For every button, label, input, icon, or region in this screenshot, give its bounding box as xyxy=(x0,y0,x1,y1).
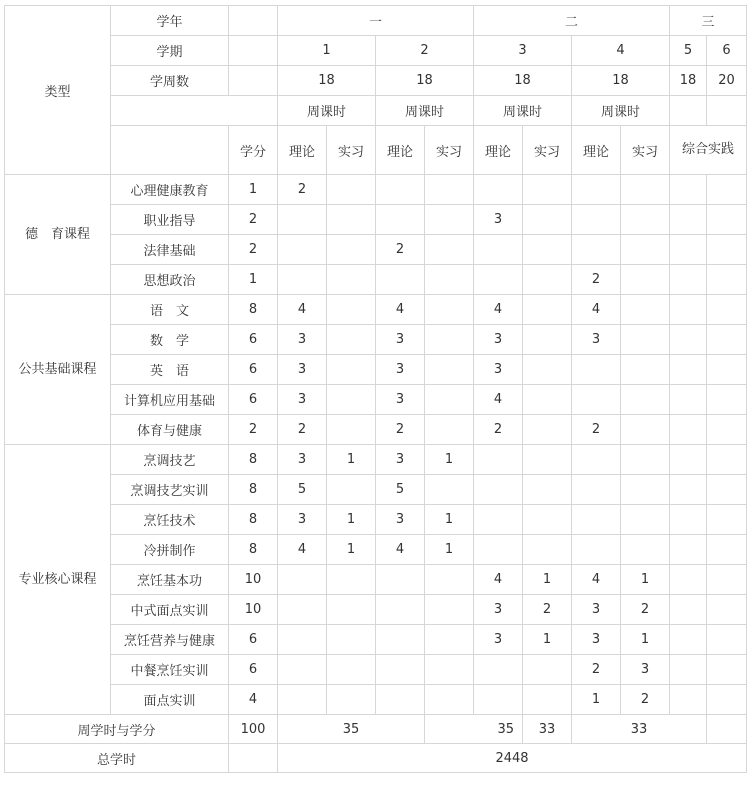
practice-hours xyxy=(425,415,474,445)
course-name: 烹饪基本功 xyxy=(111,565,229,595)
course-name: 数 学 xyxy=(111,325,229,355)
theory-hours xyxy=(572,535,621,565)
course-row xyxy=(5,535,747,565)
practice-header: 实习 xyxy=(425,126,474,175)
theory-hours: 4 xyxy=(474,385,523,415)
category-public: 公共基础课程 xyxy=(5,295,111,445)
practice-hours xyxy=(327,385,376,415)
practice-hours xyxy=(425,355,474,385)
weeks-1: 18 xyxy=(278,66,376,96)
practice-hours xyxy=(621,235,670,265)
theory-hours xyxy=(474,235,523,265)
practice-hours xyxy=(523,295,572,325)
theory-hours: 4 xyxy=(474,295,523,325)
practice-hours xyxy=(425,175,474,205)
theory-hours xyxy=(572,355,621,385)
course-row xyxy=(5,565,747,595)
theory-hours: 5 xyxy=(376,475,425,505)
course-credit: 10 xyxy=(229,565,278,595)
theory-hours xyxy=(474,445,523,475)
course-credit: 2 xyxy=(229,205,278,235)
theory-hours: 3 xyxy=(278,355,327,385)
practice-hours xyxy=(621,415,670,445)
practice-hours xyxy=(621,385,670,415)
course-name: 面点实训 xyxy=(111,685,229,715)
theory-hours xyxy=(572,205,621,235)
course-credit: 8 xyxy=(229,505,278,535)
theory-hours xyxy=(278,595,327,625)
practice-hours xyxy=(327,595,376,625)
theory-hours xyxy=(474,505,523,535)
theory-hours: 3 xyxy=(572,625,621,655)
theory-hours xyxy=(376,625,425,655)
weeks-4: 18 xyxy=(572,66,670,96)
weekly-hours-4: 周课时 xyxy=(572,96,670,126)
total-hours-label: 总学时 xyxy=(5,744,229,773)
theory-header: 理论 xyxy=(474,126,523,175)
practice-hours xyxy=(523,475,572,505)
practice-hours xyxy=(621,445,670,475)
course-name: 烹调技艺 xyxy=(111,445,229,475)
year-3: 三 xyxy=(670,6,747,36)
practice-header: 实习 xyxy=(523,126,572,175)
practice-hours xyxy=(523,415,572,445)
practice-hours xyxy=(327,565,376,595)
theory-hours: 3 xyxy=(474,205,523,235)
theory-hours xyxy=(474,265,523,295)
course-name: 法律基础 xyxy=(111,235,229,265)
theory-hours: 2 xyxy=(474,415,523,445)
practice-hours: 1 xyxy=(621,565,670,595)
theory-hours: 2 xyxy=(376,235,425,265)
course-name: 思想政治 xyxy=(111,265,229,295)
total-hours-value: 2448 xyxy=(278,744,747,773)
practice-hours: 1 xyxy=(425,445,474,475)
theory-hours: 4 xyxy=(376,535,425,565)
course-name: 烹调技艺实训 xyxy=(111,475,229,505)
weeks-5: 18 xyxy=(670,66,707,96)
theory-hours: 4 xyxy=(278,295,327,325)
theory-hours xyxy=(376,595,425,625)
practice-hours xyxy=(327,655,376,685)
summary-label: 周学时与学分 xyxy=(5,715,229,744)
course-credit: 1 xyxy=(229,265,278,295)
weeks-3: 18 xyxy=(474,66,572,96)
theory-hours: 3 xyxy=(278,385,327,415)
theory-hours xyxy=(376,175,425,205)
practice-hours xyxy=(621,265,670,295)
theory-hours xyxy=(376,565,425,595)
theory-hours xyxy=(474,175,523,205)
weeks-6: 20 xyxy=(707,66,747,96)
practice-hours xyxy=(621,355,670,385)
course-row xyxy=(5,505,747,535)
theory-hours: 3 xyxy=(278,325,327,355)
theory-hours: 3 xyxy=(572,595,621,625)
course-row xyxy=(5,355,747,385)
course-row xyxy=(5,595,747,625)
term-total-1: 35 xyxy=(278,715,425,744)
category-header: 类型 xyxy=(5,6,111,175)
term-6: 6 xyxy=(707,36,747,66)
theory-header: 理论 xyxy=(572,126,621,175)
weekly-hours-3: 周课时 xyxy=(474,96,572,126)
theory-hours xyxy=(474,685,523,715)
course-credit: 8 xyxy=(229,295,278,325)
theory-hours xyxy=(474,475,523,505)
theory-hours: 4 xyxy=(376,295,425,325)
course-row xyxy=(5,445,747,475)
course-row xyxy=(5,205,747,235)
course-row xyxy=(5,655,747,685)
theory-hours xyxy=(474,655,523,685)
course-name: 中餐烹饪实训 xyxy=(111,655,229,685)
weeks-label: 学周数 xyxy=(111,66,229,96)
practice-hours xyxy=(523,175,572,205)
course-name: 冷拼制作 xyxy=(111,535,229,565)
practice-hours xyxy=(425,595,474,625)
theory-hours xyxy=(572,235,621,265)
course-credit: 2 xyxy=(229,415,278,445)
course-credit: 6 xyxy=(229,625,278,655)
theory-hours: 2 xyxy=(572,415,621,445)
theory-hours: 2 xyxy=(572,265,621,295)
practice-hours xyxy=(425,295,474,325)
course-name: 语 文 xyxy=(111,295,229,325)
practice-hours xyxy=(425,565,474,595)
curriculum-table xyxy=(4,5,747,773)
practice-hours: 1 xyxy=(425,535,474,565)
course-credit: 8 xyxy=(229,445,278,475)
practice-hours xyxy=(425,265,474,295)
practice-hours xyxy=(523,535,572,565)
course-row xyxy=(5,175,747,205)
practice-hours xyxy=(523,505,572,535)
theory-hours: 4 xyxy=(278,535,327,565)
practice-hours: 1 xyxy=(621,625,670,655)
practice-hours xyxy=(621,175,670,205)
course-credit: 8 xyxy=(229,535,278,565)
theory-hours xyxy=(278,565,327,595)
practice-hours xyxy=(327,265,376,295)
practice-hours xyxy=(425,385,474,415)
theory-hours: 2 xyxy=(572,655,621,685)
practice-hours: 1 xyxy=(523,625,572,655)
practice-hours xyxy=(425,325,474,355)
practice-hours xyxy=(523,655,572,685)
theory-hours: 3 xyxy=(474,595,523,625)
course-name: 心理健康教育 xyxy=(111,175,229,205)
practice-hours xyxy=(327,295,376,325)
term-1: 1 xyxy=(278,36,376,66)
theory-hours: 4 xyxy=(474,565,523,595)
year-1: 一 xyxy=(278,6,474,36)
course-name: 烹饪技术 xyxy=(111,505,229,535)
practice-hours: 2 xyxy=(621,595,670,625)
course-row xyxy=(5,235,747,265)
theory-hours: 3 xyxy=(278,445,327,475)
practice-hours xyxy=(327,625,376,655)
theory-hours: 5 xyxy=(278,475,327,505)
course-name: 体育与健康 xyxy=(111,415,229,445)
practice-header: 实习 xyxy=(621,126,670,175)
course-row xyxy=(5,685,747,715)
practice-hours xyxy=(621,205,670,235)
course-row xyxy=(5,265,747,295)
practice-hours: 1 xyxy=(523,565,572,595)
course-name: 中式面点实训 xyxy=(111,595,229,625)
term-3: 3 xyxy=(474,36,572,66)
practice-hours: 2 xyxy=(523,595,572,625)
theory-hours xyxy=(278,625,327,655)
theory-header: 理论 xyxy=(376,126,425,175)
practice-hours xyxy=(425,625,474,655)
term-5: 5 xyxy=(670,36,707,66)
course-row xyxy=(5,475,747,505)
theory-header: 理论 xyxy=(278,126,327,175)
theory-hours: 4 xyxy=(572,295,621,325)
theory-hours xyxy=(572,505,621,535)
theory-hours: 3 xyxy=(376,325,425,355)
practice-hours: 1 xyxy=(327,445,376,475)
course-row xyxy=(5,415,747,445)
theory-hours xyxy=(278,655,327,685)
year-label: 学年 xyxy=(111,6,229,36)
practice-hours xyxy=(621,475,670,505)
term-total-4: 33 xyxy=(572,715,707,744)
theory-hours: 2 xyxy=(278,175,327,205)
theory-hours: 3 xyxy=(376,505,425,535)
theory-hours: 3 xyxy=(376,445,425,475)
practice-hours xyxy=(327,415,376,445)
course-credit: 10 xyxy=(229,595,278,625)
theory-hours: 3 xyxy=(572,325,621,355)
theory-hours xyxy=(278,235,327,265)
theory-hours xyxy=(278,205,327,235)
theory-hours xyxy=(278,265,327,295)
practice-hours xyxy=(425,475,474,505)
practice-hours xyxy=(425,685,474,715)
practice-hours xyxy=(425,655,474,685)
practice-hours xyxy=(523,205,572,235)
practice-hours: 1 xyxy=(425,505,474,535)
practice-hours xyxy=(523,235,572,265)
course-credit: 4 xyxy=(229,685,278,715)
theory-hours xyxy=(376,265,425,295)
course-row xyxy=(5,625,747,655)
course-name: 烹饪营养与健康 xyxy=(111,625,229,655)
theory-hours: 3 xyxy=(474,625,523,655)
course-name: 英 语 xyxy=(111,355,229,385)
practice-hours xyxy=(621,325,670,355)
practice-hours xyxy=(327,355,376,385)
practice-hours xyxy=(523,355,572,385)
theory-hours: 1 xyxy=(572,685,621,715)
practice-hours xyxy=(523,385,572,415)
course-credit: 6 xyxy=(229,325,278,355)
theory-hours: 2 xyxy=(278,415,327,445)
term-4: 4 xyxy=(572,36,670,66)
course-row xyxy=(5,295,747,325)
practice-hours xyxy=(523,445,572,475)
practice-hours xyxy=(621,295,670,325)
theory-hours: 3 xyxy=(474,325,523,355)
theory-hours xyxy=(376,655,425,685)
weeks-2: 18 xyxy=(376,66,474,96)
term-2: 2 xyxy=(376,36,474,66)
course-row xyxy=(5,385,747,415)
theory-hours: 4 xyxy=(572,565,621,595)
theory-hours xyxy=(376,205,425,235)
course-credit: 1 xyxy=(229,175,278,205)
theory-hours xyxy=(572,385,621,415)
theory-hours xyxy=(376,685,425,715)
course-credit: 8 xyxy=(229,475,278,505)
practice-hours xyxy=(327,175,376,205)
theory-hours: 3 xyxy=(278,505,327,535)
course-credit: 6 xyxy=(229,355,278,385)
practice-hours xyxy=(523,325,572,355)
practice-hours: 3 xyxy=(621,655,670,685)
category-core: 专业核心课程 xyxy=(5,445,111,715)
practice-hours xyxy=(327,685,376,715)
year-2: 二 xyxy=(474,6,670,36)
theory-hours xyxy=(474,535,523,565)
practice-hours xyxy=(425,205,474,235)
practice-hours xyxy=(621,535,670,565)
theory-hours: 3 xyxy=(474,355,523,385)
practice-hours xyxy=(425,235,474,265)
weekly-hours-2: 周课时 xyxy=(376,96,474,126)
practice-hours xyxy=(327,205,376,235)
theory-hours xyxy=(572,175,621,205)
practice-hours xyxy=(523,685,572,715)
practice-hours xyxy=(327,475,376,505)
course-credit: 6 xyxy=(229,655,278,685)
practice-hours: 1 xyxy=(327,535,376,565)
theory-hours xyxy=(572,445,621,475)
theory-hours: 3 xyxy=(376,385,425,415)
practice-hours xyxy=(327,325,376,355)
term-total-2: 35 xyxy=(425,715,523,744)
credit-header: 学分 xyxy=(229,126,278,175)
theory-hours: 2 xyxy=(376,415,425,445)
category-moral: 德 育课程 xyxy=(5,175,111,295)
practice-hours xyxy=(327,235,376,265)
practice-hours xyxy=(523,265,572,295)
course-name: 计算机应用基础 xyxy=(111,385,229,415)
theory-hours xyxy=(572,475,621,505)
comprehensive-practice-header: 综合实践 xyxy=(670,126,747,175)
practice-hours xyxy=(621,505,670,535)
practice-header: 实习 xyxy=(327,126,376,175)
weekly-hours-1: 周课时 xyxy=(278,96,376,126)
theory-hours: 3 xyxy=(376,355,425,385)
course-name: 职业指导 xyxy=(111,205,229,235)
term-total-3: 33 xyxy=(523,715,572,744)
practice-hours: 2 xyxy=(621,685,670,715)
course-credit: 6 xyxy=(229,385,278,415)
credit-total: 100 xyxy=(229,715,278,744)
practice-hours: 1 xyxy=(327,505,376,535)
course-row xyxy=(5,325,747,355)
term-label: 学期 xyxy=(111,36,229,66)
theory-hours xyxy=(278,685,327,715)
course-credit: 2 xyxy=(229,235,278,265)
